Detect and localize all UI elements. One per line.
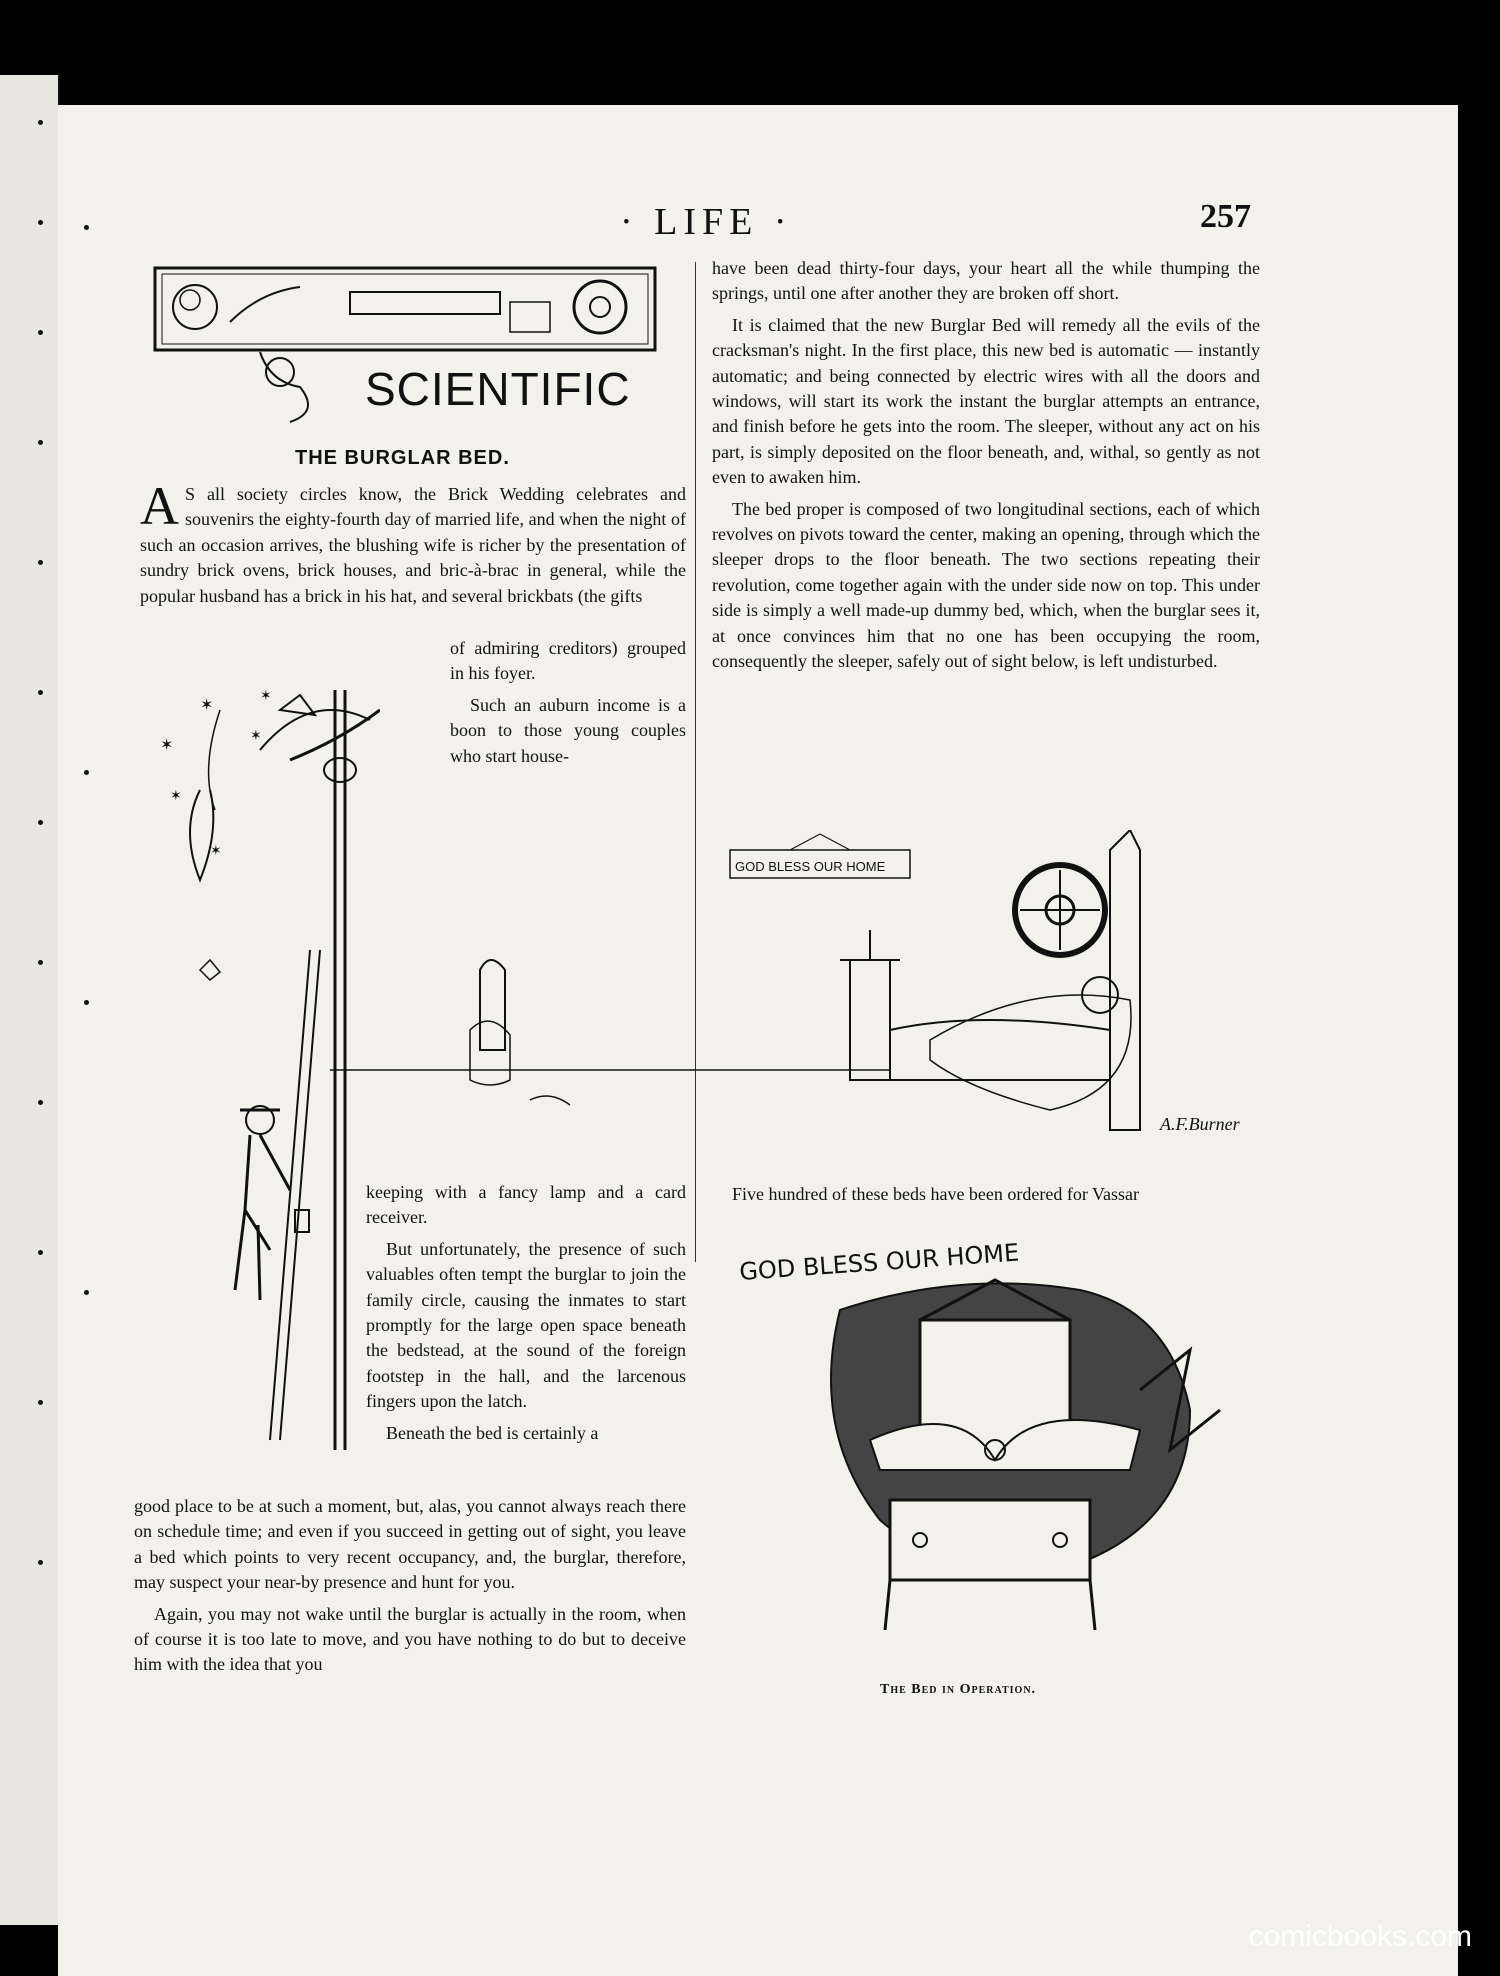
banner-title: SCIENTIFIC [365, 363, 631, 415]
left-column-top [140, 476, 686, 615]
illustrator-signature: A.F.Burner [1160, 1114, 1240, 1134]
svg-text:✶: ✶ [210, 844, 222, 859]
paragraph: Such an auburn income is a boon to those young couples who start house- [450, 694, 686, 766]
left-column-narrow [450, 636, 686, 775]
bed-operation-illustration [720, 1230, 1280, 1660]
left-page-edge [0, 75, 60, 1925]
article-heading: THE BURGLAR BED. [295, 447, 510, 469]
sign-text: GOD BLESS OUR HOME [735, 859, 886, 874]
right-column-lower [732, 1182, 1262, 1213]
paragraph: Beneath the bed is certainly a [386, 1422, 599, 1443]
svg-text:✶: ✶ [250, 729, 262, 744]
drop-cap: A [140, 476, 179, 536]
magazine-title: · LIFE · [620, 201, 793, 243]
left-column-lower [134, 1494, 686, 1684]
paragraph: good place to be at such a moment, but, alas, you cannot always reach there on schedule time; and even if you succeed in getting out of sight, you leave a bed which points to very recent occupancy, and, the burglar, therefore, may suspect your near-by presence and hunt for you. [134, 1496, 686, 1593]
svg-text:✶: ✶ [170, 789, 182, 804]
illustration-caption: The Bed in Operation. [880, 1682, 1037, 1697]
paragraph: S all society circles know, the Brick Wedding celebrates and souvenirs the eighty-fourth day of married life, and when the night of such an occasion arrives, the blushing wife is richer by the presentation of sundry brick ovens, brick houses, and bric-à-brac in general, while the popular husband has a brick in his hat, and several brickbats (the gifts [140, 484, 686, 606]
left-column-lower-narrow [366, 1180, 686, 1452]
paragraph: have been dead thirty-four days, your heart all the while thumping the springs, until one after another they are broken off short. [712, 258, 1260, 304]
sign-bless-home [738, 1239, 1020, 1286]
paragraph: Again, you may not wake until the burglar is actually in the room, when of course it is too late to move, and you have nothing to do but to deceive him with the idea that you [134, 1603, 686, 1675]
right-column-top [712, 256, 1260, 681]
paragraph: But unfortunately, the presence of such valuables often tempt the burglar to join the family circle, causing the inmates to start promptly for the large open space beneath the bedstead, at the sound of the foreign footstep in the hall, and the larcenous fingers upon the latch. [366, 1238, 686, 1412]
paragraph: of admiring creditors) grouped in his foyer. [450, 638, 686, 684]
svg-text:✶: ✶ [200, 697, 214, 714]
page-number: 257 [1200, 198, 1251, 235]
sign-text: GOD BLESS OUR HOME [738, 1238, 1021, 1286]
paragraph: Five hundred of these beds have been ordered for Vassar [732, 1184, 1140, 1204]
bedroom-illustration [330, 830, 1300, 1150]
svg-text:✶: ✶ [160, 737, 174, 754]
paragraph: It is claimed that the new Burglar Bed will remedy all the evils of the cracksman's night. In the first place, this new bed is automatic — instantly automatic; and being connected by electric wires with all the doors and windows, will start its work the instant the burglar attempts an entrance, and finish before he gets into the room. The sleeper, without any act on his part, is simply deposited on the floor beneath, and, withal, so gently as not even to awaken him. [712, 314, 1260, 488]
paragraph: The bed proper is composed of two longitudinal sections, each of which revolves on pivots toward the center, making an opening, through which the sleeper drops to the floor beneath. The two sections repeating their revolution, come together again with the under side now on top. This under side is simply a well made-up dummy bed, which, when the burglar sees it, at once convinces him that no one has been occupying the room, consequently the sleeper, safely out of sight below, is left undisturbed. [712, 498, 1260, 672]
paragraph: keeping with a fancy lamp and a card receiver. [366, 1182, 686, 1228]
watermark: comicbooks.com [1248, 1920, 1472, 1953]
svg-text:✶: ✶ [260, 689, 272, 704]
